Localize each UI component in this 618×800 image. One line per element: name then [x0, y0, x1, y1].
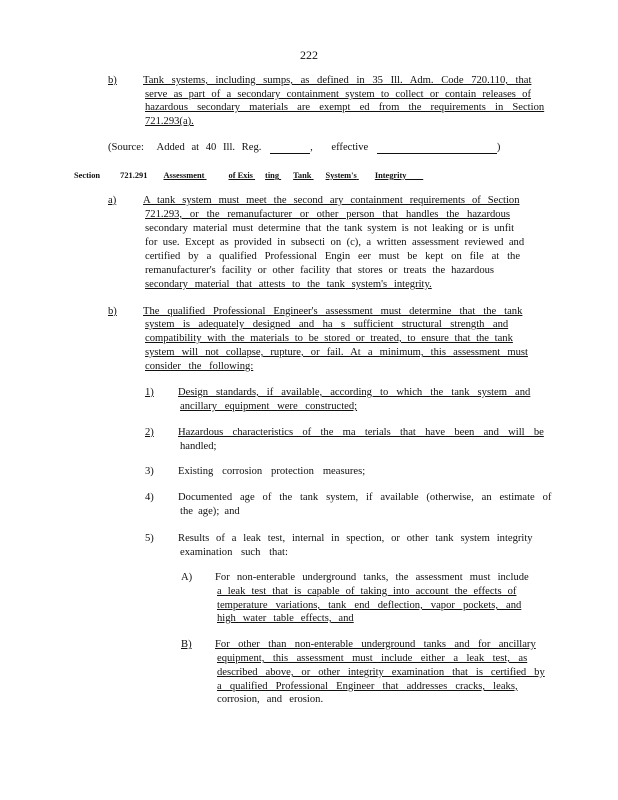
para-b-line-5: consider the following:: [145, 361, 254, 372]
section-title: [163, 171, 423, 180]
para-a-line-2: 721.293, or the remanufacturer or other person that handles the hazardous: [145, 209, 510, 220]
section-number: 721.291: [120, 171, 148, 180]
subitem-a-line-4: high water table effects, and: [217, 613, 354, 624]
section-title-word-2: of Exis: [228, 171, 253, 180]
para-b-line-1: The qualified Professional Engineer's assessment must determine that the tank: [143, 306, 523, 317]
section-title-word-3: ting: [265, 171, 280, 180]
source-text: Added at 40 Ill. Reg.: [156, 142, 262, 153]
item-2-label: 2): [145, 427, 154, 438]
subitem-a-line-2: a leak test that is capable of taking into account the effects of: [217, 586, 517, 597]
para-a-label: a): [108, 195, 117, 206]
item-5-line-1: Results of a leak test, internal in spection, or other tank system integrity: [178, 533, 533, 544]
para-a-line-5: certified by a qualified Professional Engin eer must be kept on file at the: [145, 251, 521, 262]
section-title-word-6: Integrity: [374, 171, 407, 180]
source-note: [108, 141, 500, 154]
subitem-a-line-3: temperature variations, tank end deflection, vapor pockets, and: [217, 600, 522, 611]
item-5-label: 5): [145, 533, 154, 544]
item-4-line-2: the age); and: [180, 506, 240, 517]
section-title-word-4: Tank: [293, 171, 312, 180]
source-close: ): [496, 142, 501, 153]
source-volume-blank: [270, 143, 310, 154]
section-title-word-5: System's: [325, 171, 357, 180]
para-b-top-line-4: 721.293(a).: [145, 116, 194, 127]
para-b-line-2: system is adequately designed and ha s sufficient structural strength and: [145, 319, 509, 330]
para-a-line-3: secondary material must determine that the tank system is not leaking or is unfit: [145, 223, 515, 234]
source-prefix: (Source:: [108, 142, 144, 153]
item-5-line-2: examination such that:: [180, 547, 288, 558]
source-date-blank: [377, 143, 497, 154]
para-b-top-line-2: serve as part of a secondary containment system to collect or contain releases of: [145, 89, 531, 100]
subitem-a-label: A): [181, 572, 193, 583]
para-b-line-3: compatibility with the materials to be stored or treated, to ensure that the tank: [145, 333, 513, 344]
subitem-a-line-1: For non-enterable underground tanks, the assessment must include: [215, 572, 529, 583]
item-2-line-1: Hazardous characteristics of the ma terials that have been and will be: [178, 427, 544, 438]
source-comma: ,: [310, 142, 313, 153]
subitem-b-label: B): [181, 639, 192, 650]
subitem-b-line-5: corrosion, and erosion.: [217, 694, 324, 705]
item-4-line-1: Documented age of the tank system, if available (otherwise, an estimate of: [178, 492, 552, 503]
page-number: 222: [300, 48, 318, 62]
para-b-top-line-3: hazardous secondary materials are exempt ed from the requirements in Section: [145, 102, 545, 113]
para-b-label: b): [108, 306, 117, 317]
para-a-line-4: for use. Except as provided in subsecti on (c), a written assessment reviewed and: [145, 237, 525, 248]
item-1-label: 1): [145, 387, 154, 398]
para-b-top-label: b): [108, 75, 117, 86]
item-3-line-1: Existing corrosion protection measures;: [178, 466, 366, 477]
section-heading: [74, 171, 423, 180]
para-b-top-line-1: Tank systems, including sumps, as defined in 35 Ill. Adm. Code 720.110, that: [143, 75, 532, 86]
para-b-line-4: system will not collapse, rupture, or fail. At a minimum, this assessment must: [145, 347, 528, 358]
section-title-word-1: Assessment: [163, 171, 205, 180]
item-2-line-2: handled;: [180, 441, 217, 452]
item-1-line-1: Design standards, if available, according to which the tank system and: [178, 387, 531, 398]
item-1-line-2: ancillary equipment were constructed;: [180, 401, 358, 412]
para-a-line-6: remanufacturer's facility or other facility that stores or treats the hazardous: [145, 265, 495, 276]
item-4-label: 4): [145, 492, 154, 503]
subitem-b-line-4: a qualified Professional Engineer that addresses cracks, leaks,: [217, 681, 518, 692]
para-a-line-7: secondary material that attests to the tank system's integrity.: [145, 279, 432, 290]
subitem-b-line-1: For other than non-enterable underground tanks and for ancillary: [215, 639, 536, 650]
item-3-label: 3): [145, 466, 154, 477]
source-effective: effective: [331, 142, 369, 153]
subitem-b-line-2: equipment, this assessment must include either a leak test, as: [217, 653, 528, 664]
section-label: Section: [74, 171, 101, 180]
subitem-b-line-3: described above, or other integrity examination that is certified by: [217, 667, 545, 678]
para-a-line-1: A tank system must meet the second ary containment requirements of Section: [143, 195, 520, 206]
